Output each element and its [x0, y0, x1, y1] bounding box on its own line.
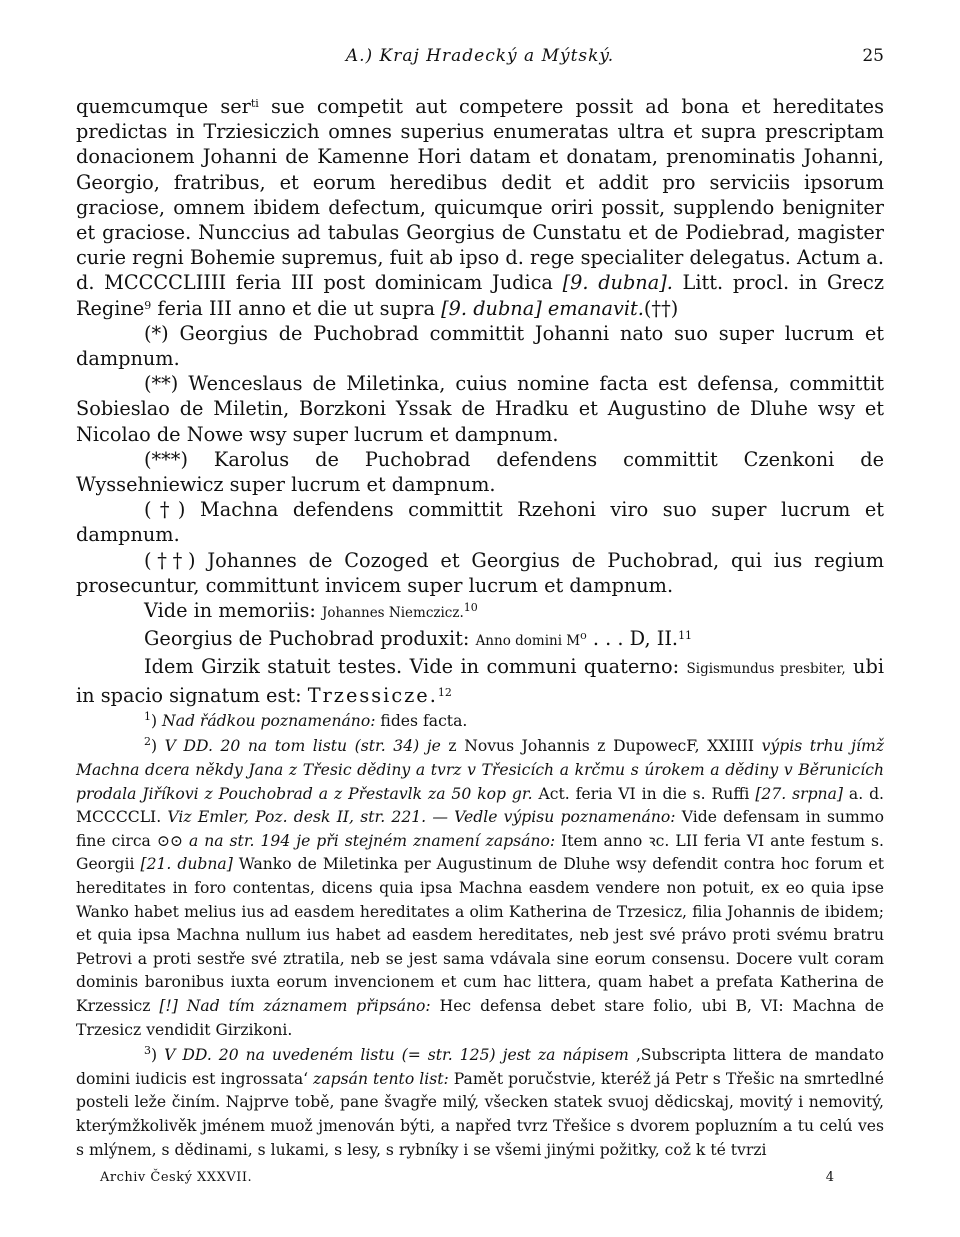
- paragraph-9: [76, 654, 884, 707]
- footnote-1: $^1$) Nad řádkou poznamenáno: fides facta.: [144, 709, 468, 730]
- date-note: [9. dubna] emanavit.: [441, 296, 644, 320]
- text-run: Item anno ꝛc. LII feria VI ante festum s. Georgii: [76, 831, 884, 874]
- paragraph-8: [76, 626, 884, 654]
- text-run: Georgius de Puchobrad produxit:: [144, 627, 476, 651]
- text-run: Idem Girzik statuit testes. Vide in communi quaterno:: [144, 655, 687, 679]
- editor-note: výpis trhu jímž Machna dcera někdy Jana z Třesic dědiny a tvrz v Třesicích a krčmu s úrokem a dědiny v Běrunicích prodala Jiříkovi z Pouchobrad a z Přestavlk za 50 kop gr.: [76, 737, 884, 803]
- text-run: feria III anno et die ut supra: [151, 296, 442, 320]
- footnote-3: $^3$) V DD. 20 na uvedeném listu (= str. 125) jest za nápisem ‚Subscripta littera de mandato domini iudicis est ingrossata‘ zapsán tento list: Pamět poručstvie, kteréž já Petr s Třešic na smrtedlné posteli leže činím. Najprve tobě, pane švagře milý, všecken statek svuoj dědicskaj, movitý i nemovitý, kterýmžkolivěk jménem muož jmenován býti, a napřed tvrz Třešice s dvorem popluzním a tu celú ves s mlýnem, s dědinami, s lukami, s lesy, s rybníky i se všemi jinými požitky, což k té tvrzi: [76, 1044, 884, 1159]
- editor-note: zapsán tento list:: [313, 1069, 449, 1088]
- main-text: [76, 94, 884, 708]
- text-run: quemcumque ser: [76, 95, 251, 118]
- text-run: a. d. MCCCCLI.: [76, 784, 885, 827]
- text-run: Litt. procl. in Grecz Regine: [76, 271, 885, 320]
- footnote-ref-12: 12: [437, 685, 452, 699]
- date-note: [27. srpna]: [755, 784, 843, 803]
- paragraph-6: (††) Johannes de Cozoged et Georgius de Puchobrad, qui ius regium prosecuntur, committunt invicem super lucrum et dampnum.: [76, 548, 884, 597]
- running-title: A.) Kraj Hradecký a Mýtský.: [345, 46, 615, 66]
- paragraph-7: [76, 598, 884, 626]
- name-run: Sigismundus presbiter,: [686, 661, 846, 678]
- text-run: ‚Subscripta littera de mandato domini iudicis est ingrossata‘: [76, 1046, 884, 1088]
- text-run: (††): [643, 296, 679, 320]
- footnote-2: $^2$) V DD. 20 na tom listu (str. 34) je z Novus Johannis z DupowecF, XXIIII výpis trhu jímž Machna dcera někdy Jana z Třesic dědiny a tvrz v Třesicích a krčmu s úrokem a dědiny v Běrunicích prodala Jiříkovi z Pouchobrad a z Přestavlk za 50 kop gr. Act. feria VI in die s. Ruffi [27. srpna] a. d. MCCCCLI. Viz Emler, Poz. desk II, str. 221. — Vedle výpisu poznamenáno: Vide defensam in summo fine circa ⊙⊙ a na str. 194 je při stejném znamení zapsáno: Item anno ꝛc. LII feria VI ante festum s. Georgii [21. dubna] Wanko de Miletinka per Augustinum de Dluhe wsy defendit contra hoc forum et hereditates in foro contentas, dicens quia ipsa Machna easdem vendere non potuit, ex eo quia ipse Wanko habet melius ius ad easdem hereditates a olim Katherina de Trzesicz, filia Johannis de ibidem; et quia ipsa Machna nullum ius habet ad easdem hereditates, neb jest své právo proti svému bratru Petrovi a proti sestře své ztratila, neb se jest sama vdávala sine eorum consensu. Docere vult coram dominis baronibus iuxta eorum invencionem et cum hac littera, quam habet a prefata Katherina de Krzessicz [!] Nad tím záznamem připsáno: Hec defensa debet stare folio, ubi B, VI: Machna de Trzesicz vendidit Girzikoni.: [76, 735, 885, 1039]
- text-run: sue competit aut competere possit ad bona et hereditates predictas in Trziesiczich omnes superius enumeratas ultra et supra prescriptam donacionem Johanni de Kamenne Hori datam et donatam, prenominatis Johanni, Georgio, fratribus, et eorum heredibus dedit et addit pro serviciis ipsorum graciose, omnem ibidem defectum, quicumque oriri possit, supplendo benigniter et graciose. Nunccius ad tabulas Georgius de Cunstatu et de Podiebrad, magister curie regni Bohemie supremus, fuit ab ipso d. rege specialiter delegatus. Actum a. d. MCCCCLIIII feria III post dominicam Judica: [76, 95, 884, 295]
- sheet-number: 4: [825, 1170, 834, 1186]
- page-footer: [76, 1168, 884, 1194]
- paragraph-3: (**) Wenceslaus de Miletinka, cuius nomine facta est defensa, committit Sobieslao de Miletin, Borzkoni Yssak de Hradku et Augustino de Dluhe wsy et Nicolao de Nowe wsy super lucrum et dampnum.: [76, 372, 884, 446]
- paragraph-2: (*) Georgius de Puchobrad committit Johanni nato suo super lucrum et dampnum.: [76, 321, 884, 371]
- text-run: fides facta.: [375, 711, 468, 730]
- editor-note: Nad řádkou poznamenáno:: [157, 711, 376, 730]
- footnote-mark: 2: [144, 735, 151, 749]
- text-run: Vide in memoriis:: [144, 599, 323, 623]
- text-run: Wanko de Miletinka per Augustinum de Dluhe wsy defendit contra hoc forum et hereditates in foro contentas, dicens quia ipsa Machna easdem vendere non potuit, ex eo quia ipse Wanko habet melius ius ad easdem hereditates a olim Katherina de Trzesicz, filia Johannis de ibidem; et quia ipsa Machna nullum ius habet ad easdem hereditates, neb jest své právo proti svému bratru Petrovi a proti sestře své ztratila, neb se jest sama vdávala sine eorum consensu. Docere vult coram dominis baronibus iuxta eorum invencionem et cum hac littera, quam habet a prefata Katherina de Krzessicz: [76, 855, 884, 1015]
- book-page: [76, 46, 884, 1194]
- text-run: Vide defensam in summo fine circa ⊙⊙: [76, 808, 885, 850]
- editor-note: V DD. 20 na tom listu (str. 34) je: [157, 737, 441, 756]
- superscript: ti: [250, 97, 259, 110]
- page-number: 25: [862, 46, 884, 66]
- footnotes: [76, 710, 884, 1162]
- superscript: o: [580, 629, 587, 643]
- date-note: [9. dubna].: [562, 271, 673, 295]
- text-run: Hec defensa debet stare folio, ubi B, VI: Machna de Trzesicz vendidit Girzikoni.: [76, 997, 884, 1039]
- paragraph-4: (***) Karolus de Puchobrad defendens committit Czenkoni de Wyssehniewicz super lucrum et dampnum.: [76, 447, 884, 497]
- footnote-ref-9: 9: [144, 298, 152, 312]
- spaced-word: Trzessicze.: [307, 683, 438, 707]
- text-run: Act. feria VI in die s. Ruffi: [532, 784, 756, 803]
- text-run: ubi in spacio signatum est:: [76, 655, 884, 707]
- page-header: [76, 46, 884, 76]
- editor-note: a na str. 194 je při stejném znamení zapsáno:: [188, 831, 556, 850]
- signature-mark: Archiv Český XXXVII.: [100, 1170, 253, 1186]
- text-run: z Novus Johannis z DupowecF, XXIIII: [440, 737, 762, 756]
- date-run: Anno domini M: [475, 633, 581, 650]
- footnote-ref-10: 10: [463, 601, 478, 615]
- editor-note: Viz Emler, Poz. desk II, str. 221. — Vedle výpisu poznamenáno:: [167, 808, 676, 827]
- text-run: . . . D, II.: [586, 627, 679, 651]
- editor-note: V DD. 20 na uvedeném listu (= str. 125) jest za nápisem: [157, 1046, 629, 1065]
- footnote-ref-11: 11: [678, 629, 693, 643]
- paragraph-1: [76, 94, 884, 321]
- footnote-mark: 3: [144, 1044, 151, 1058]
- footnote-mark: 1: [144, 709, 151, 723]
- text-run: Pamět poručstvie, kteréž já Petr s Třešic na smrtedlné posteli leže činím. Najprve tobě, pane švagře milý, všecken statek svuoj dědicskaj, movitý i nemovitý, kterýmžkolivěk jménem muož jmenován býti, a napřed tvrz Třešice s dvorem popluzním a tu celú ves s mlýnem, s dědinami, s lukami, s lesy, s rybníky i se všemi jinými požitky, což k té tvrzi: [76, 1069, 884, 1159]
- name-run: Johannes Niemczicz.: [322, 605, 464, 622]
- date-note: [21. dubna]: [140, 855, 233, 874]
- paragraph-5: (†) Machna defendens committit Rzehoni viro suo super lucrum et dampnum.: [76, 498, 884, 547]
- editor-note: [!] Nad tím záznamem připsáno:: [159, 997, 431, 1015]
